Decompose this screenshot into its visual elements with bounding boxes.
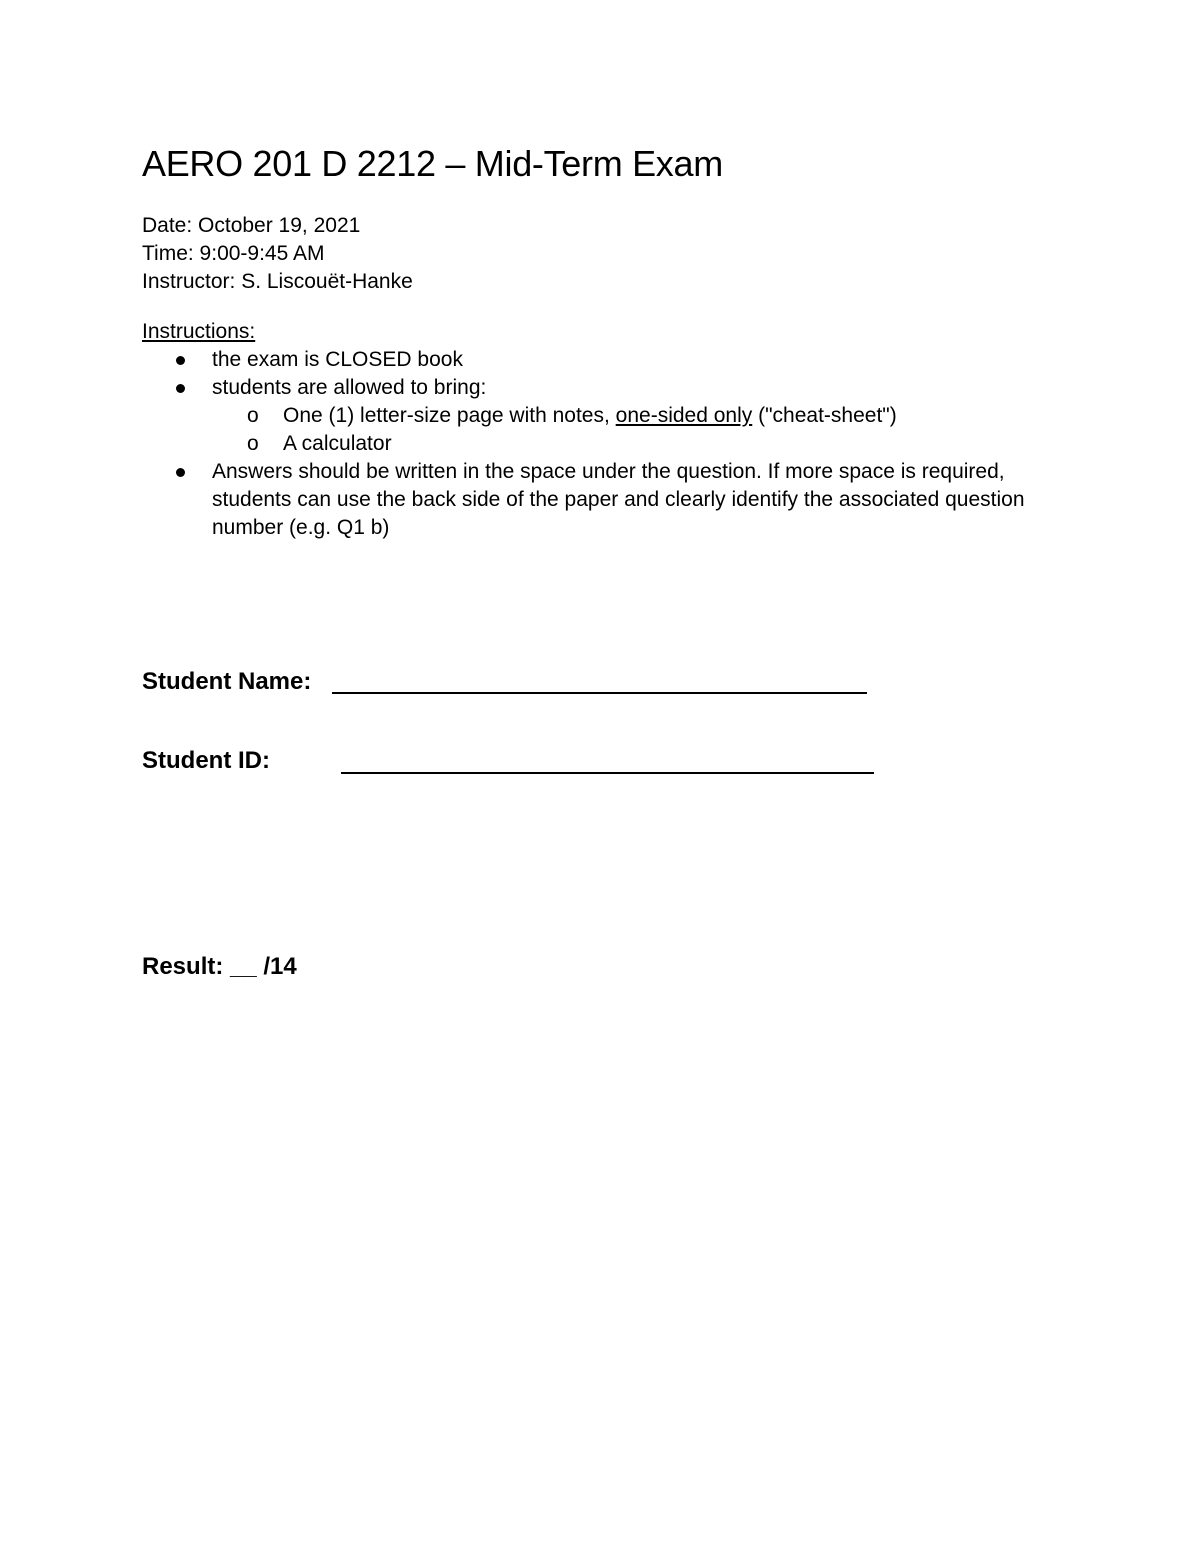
sub-item-cheat-sheet-pre: One (1) letter-size page with notes, <box>283 404 616 427</box>
sub-item-cheat-sheet-emphasis: one-sided only <box>615 404 753 427</box>
list-item <box>142 374 1042 402</box>
exam-time: Time: 9:00-9:45 AM <box>142 242 325 265</box>
list-item <box>142 402 1042 430</box>
student-id-label: Student ID: <box>142 747 270 774</box>
exam-meta <box>142 212 413 296</box>
sub-item-calculator: A calculator <box>283 432 392 455</box>
list-item <box>142 458 1042 542</box>
instructions-heading: Instructions: <box>142 320 256 343</box>
sub-bullet-icon: o <box>247 432 259 455</box>
sub-item-cheat-sheet-post: ("cheat-sheet") <box>752 404 897 427</box>
exam-instructor: Instructor: S. Liscouët-Hanke <box>142 270 413 293</box>
exam-date: Date: October 19, 2021 <box>142 214 361 237</box>
bullet-icon <box>176 356 185 365</box>
list-item <box>142 346 1042 374</box>
sub-bullet-icon: o <box>247 404 259 427</box>
instructions-list <box>142 346 1042 542</box>
bullet-icon <box>176 468 185 477</box>
exam-title: AERO 201 D 2212 – Mid-Term Exam <box>142 143 723 184</box>
list-item <box>142 430 1042 458</box>
instruction-answer-space: Answers should be written in the space under the question. If more space is required, students can use the back side of the paper and clearly identify the associated question number (e.g. Q1 b) <box>212 460 1025 539</box>
student-name-input-line[interactable] <box>332 692 867 694</box>
student-id-input-line[interactable] <box>341 772 874 774</box>
result-field: Result: __ /14 <box>142 953 297 980</box>
bullet-icon <box>176 384 185 393</box>
instruction-closed-book: the exam is CLOSED book <box>212 348 463 371</box>
student-id-field <box>142 746 270 776</box>
student-name-label: Student Name: <box>142 668 312 695</box>
student-name-field <box>142 667 311 697</box>
instruction-allowed-items: students are allowed to bring: <box>212 376 487 399</box>
